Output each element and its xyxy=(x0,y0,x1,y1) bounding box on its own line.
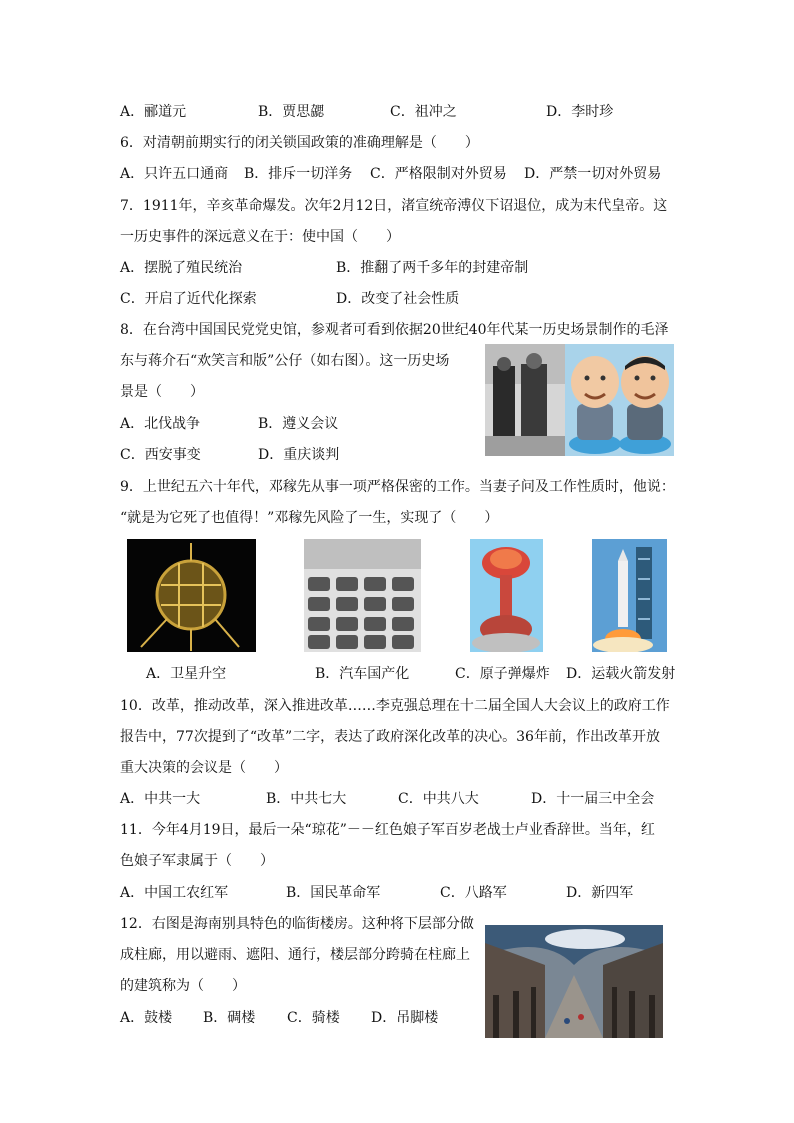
q11-stem-line1: 11．今年4月19日，最后一朵“琼花”－－红色娘子军百岁老战士卢业香辞世。当年，红 xyxy=(120,822,655,838)
q8-option-b: B．遵义会议 xyxy=(258,416,339,432)
car-factory-image xyxy=(304,539,421,652)
historical-photo xyxy=(485,344,565,456)
q9-option-d: D．运载火箭发射 xyxy=(566,666,676,682)
satellite-image xyxy=(127,539,256,652)
q8-option-d: D．重庆谈判 xyxy=(258,447,340,463)
q6-option-c: C．严格限制对外贸易 xyxy=(370,166,507,182)
q7-option-a: A．摆脱了殖民统治 xyxy=(120,260,243,276)
q7-option-b: B．推翻了两千多年的封建帝制 xyxy=(336,260,529,276)
q12-option-c: C．骑楼 xyxy=(287,1010,340,1026)
q11-option-a: A．中国工农红军 xyxy=(120,885,229,901)
q5-option-d: D．李时珍 xyxy=(546,104,614,120)
q12-stem-line1: 12．右图是海南别具特色的临街楼房。这种将下层部分做 xyxy=(120,916,474,932)
q12-stem-line2: 成柱廊，用以避雨、遮阳、通行，楼层部分跨骑在柱廊上 xyxy=(120,947,470,963)
q11-option-b: B．国民革命军 xyxy=(286,885,381,901)
mushroom-cloud-image xyxy=(470,539,543,652)
arcade-building-photo xyxy=(485,925,663,1038)
q10-option-b: B．中共七大 xyxy=(266,791,347,807)
q10-stem-line1: 10．改革，推动改革，深入推进改革……李克强总理在十二届全国人大会议上的政府工作 xyxy=(120,698,670,714)
figurines-photo xyxy=(565,344,674,456)
q6-option-b: B．排斥一切洋务 xyxy=(244,166,353,182)
q7-stem-line1: 7．1911年，辛亥革命爆发。次年2月12日，渚宣统帝溥仪下诏退位，成为末代皇帝。这 xyxy=(120,198,668,214)
q12-option-a: A．鼓楼 xyxy=(120,1010,173,1026)
q8-stem-line1: 8．在台湾中国国民党党史馆，参观者可看到依据20世纪40年代某一历史场景制作的毛泽 xyxy=(120,322,669,338)
q9-option-a: A．卫星升空 xyxy=(146,666,227,682)
q8-stem-line3: 景是（ ） xyxy=(120,384,204,400)
q8-option-a: A．北伐战争 xyxy=(120,416,201,432)
rocket-launch-image xyxy=(592,539,667,652)
q9-option-b: B．汽车国产化 xyxy=(315,666,410,682)
q7-option-c: C．开启了近代化探索 xyxy=(120,291,257,307)
q5-option-a: A．郦道元 xyxy=(120,104,187,120)
q5-option-c: C．祖冲之 xyxy=(390,104,457,120)
q6-option-a: A．只许五口通商 xyxy=(120,166,229,182)
q11-option-c: C．八路军 xyxy=(440,885,507,901)
q12-stem-line3: 的建筑称为（ ） xyxy=(120,978,246,994)
q6-option-d: D．严禁一切对外贸易 xyxy=(524,166,662,182)
q9-option-c: C．原子弹爆炸 xyxy=(455,666,550,682)
q11-option-d: D．新四军 xyxy=(566,885,634,901)
q6-stem: 6．对清朝前期实行的闭关锁国政策的准确理解是（ ） xyxy=(120,135,479,151)
q8-stem-line2: 东与蒋介石“欢笑言和版”公仔（如右图）。这一历史场 xyxy=(120,353,450,369)
q11-stem-line2: 色娘子军隶属于（ ） xyxy=(120,853,274,869)
q7-stem-line2: 一历史事件的深远意义在于：使中国（ ） xyxy=(120,229,400,245)
q10-option-a: A．中共一大 xyxy=(120,791,201,807)
q9-stem-line2: “就是为它死了也值得！”邓稼先风险了一生，实现了（ ） xyxy=(120,510,499,526)
q9-stem-line1: 9．上世纪五六十年代，邓稼先从事一项严格保密的工作。当妻子问及工作性质时，他说： xyxy=(120,479,675,495)
q10-option-c: C．中共八大 xyxy=(398,791,479,807)
q8-option-c: C．西安事变 xyxy=(120,447,201,463)
q12-option-d: D．吊脚楼 xyxy=(371,1010,439,1026)
q10-option-d: D．十一届三中全会 xyxy=(531,791,655,807)
q5-option-b: B．贾思勰 xyxy=(258,104,325,120)
q12-option-b: B．碉楼 xyxy=(203,1010,256,1026)
q10-stem-line2: 报告中，77次提到了“改革”二字，表达了政府深化改革的决心。36年前，作出改革开放 xyxy=(120,729,660,745)
q7-option-d: D．改变了社会性质 xyxy=(336,291,460,307)
q10-stem-line3: 重大决策的会议是（ ） xyxy=(120,760,288,776)
